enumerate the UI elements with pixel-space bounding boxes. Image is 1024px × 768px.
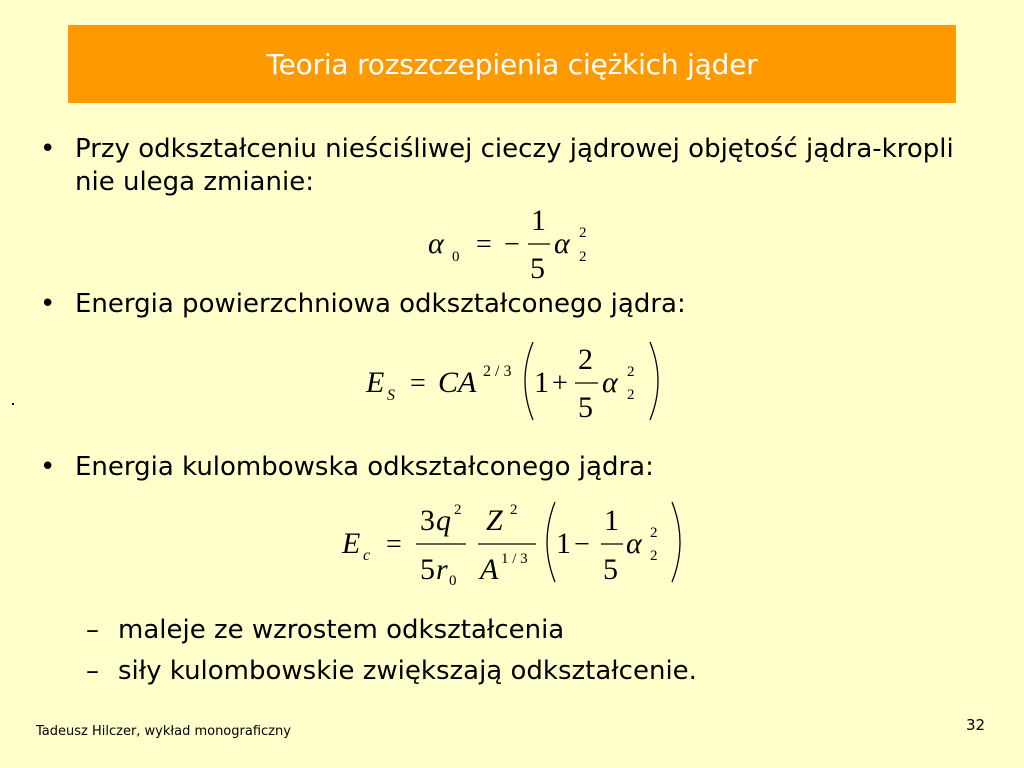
eq3-equals: = bbox=[386, 529, 402, 560]
eq3-E: E bbox=[342, 527, 361, 560]
sub-bullet-item bbox=[86, 655, 697, 688]
eq3-sup2: 2 bbox=[650, 525, 658, 541]
sub-bullet-text: siły kulombowskie zwiększają odkształcenie. bbox=[118, 656, 697, 686]
eq3-Z: Z bbox=[486, 504, 503, 537]
eq2-plus: + bbox=[552, 368, 568, 399]
eq3-denominator: 5 bbox=[603, 553, 618, 586]
bullet-text: Energia kulombowska odkształconego jądra: bbox=[75, 452, 654, 482]
title-banner bbox=[68, 25, 956, 103]
eq3-subc: c bbox=[363, 547, 371, 564]
bullet-text: Energia powierzchniowa odkształconego jądra: bbox=[75, 289, 686, 319]
page-number: 32 bbox=[966, 716, 986, 734]
eq3-sub2: 2 bbox=[650, 548, 658, 564]
bullet-item-volume bbox=[40, 133, 960, 199]
eq3-Asup: 1 / 3 bbox=[501, 551, 528, 567]
bullet-item-surface-energy bbox=[40, 288, 960, 321]
sub-bullet-text: maleje ze wzrostem odkształcenia bbox=[118, 615, 565, 645]
stray-dot bbox=[12, 403, 14, 405]
eq1-numerator: 1 bbox=[531, 204, 546, 237]
eq1-alpha2: α bbox=[554, 227, 570, 260]
eq2-subS: S bbox=[387, 387, 395, 404]
eq3-three: 3 bbox=[420, 504, 435, 537]
eq3-left-paren bbox=[547, 502, 555, 582]
eq2-alpha: α bbox=[602, 366, 618, 399]
eq2-right-paren bbox=[650, 342, 658, 420]
eq3-q: q bbox=[436, 504, 451, 537]
eq1-sub2: 2 bbox=[579, 249, 587, 265]
eq3-qsup: 2 bbox=[454, 502, 462, 518]
equation-coulomb-energy bbox=[338, 496, 688, 593]
eq3-minus: − bbox=[574, 529, 590, 560]
bullet-marker: • bbox=[40, 134, 56, 164]
bullet-text: Przy odkształceniu nieściśliwej cieczy jądrowej objętość jądra-kropli nie ulega zmianie: bbox=[75, 134, 954, 197]
eq2-sub2: 2 bbox=[627, 387, 635, 403]
sub-bullet-item bbox=[86, 614, 564, 647]
eq3-A: A bbox=[480, 553, 499, 586]
footer-author: Tadeusz Hilczer, wykład monograficzny bbox=[36, 724, 291, 739]
eq3-Zsup: 2 bbox=[510, 502, 518, 518]
bullet-marker: • bbox=[40, 452, 56, 482]
eq2-left-paren bbox=[525, 342, 533, 420]
equation-surface-energy bbox=[362, 336, 672, 431]
equation-alpha0 bbox=[424, 200, 624, 295]
bullet-item-coulomb-energy bbox=[40, 451, 960, 484]
dash-marker: – bbox=[86, 615, 99, 645]
eq2-exponent: 2 / 3 bbox=[483, 363, 512, 380]
eq3-one: 1 bbox=[556, 527, 571, 560]
eq3-numerator: 1 bbox=[604, 504, 619, 537]
eq1-sub0: 0 bbox=[452, 249, 460, 265]
eq2-numerator: 2 bbox=[578, 343, 593, 376]
eq2-E: E bbox=[366, 366, 385, 399]
eq3-rsub: 0 bbox=[449, 573, 457, 588]
eq2-denominator: 5 bbox=[578, 391, 593, 424]
eq3-r: r bbox=[436, 553, 448, 586]
eq3-alpha: α bbox=[626, 527, 642, 560]
eq2-CA: CA bbox=[438, 366, 477, 399]
dash-marker: – bbox=[86, 656, 99, 686]
bullet-marker: • bbox=[40, 289, 56, 319]
eq1-denominator: 5 bbox=[530, 252, 545, 285]
eq2-sup2: 2 bbox=[627, 364, 635, 380]
eq2-one: 1 bbox=[534, 366, 549, 399]
eq3-right-paren bbox=[672, 502, 680, 582]
eq1-minus: − bbox=[504, 229, 520, 260]
slide-title: Teoria rozszczepienia ciężkich jąder bbox=[266, 47, 758, 81]
eq2-equals: = bbox=[410, 368, 426, 399]
eq1-sup2: 2 bbox=[579, 225, 587, 241]
eq3-five: 5 bbox=[420, 553, 435, 586]
eq1-equals: = bbox=[476, 229, 492, 260]
eq1-alpha: α bbox=[428, 227, 444, 260]
